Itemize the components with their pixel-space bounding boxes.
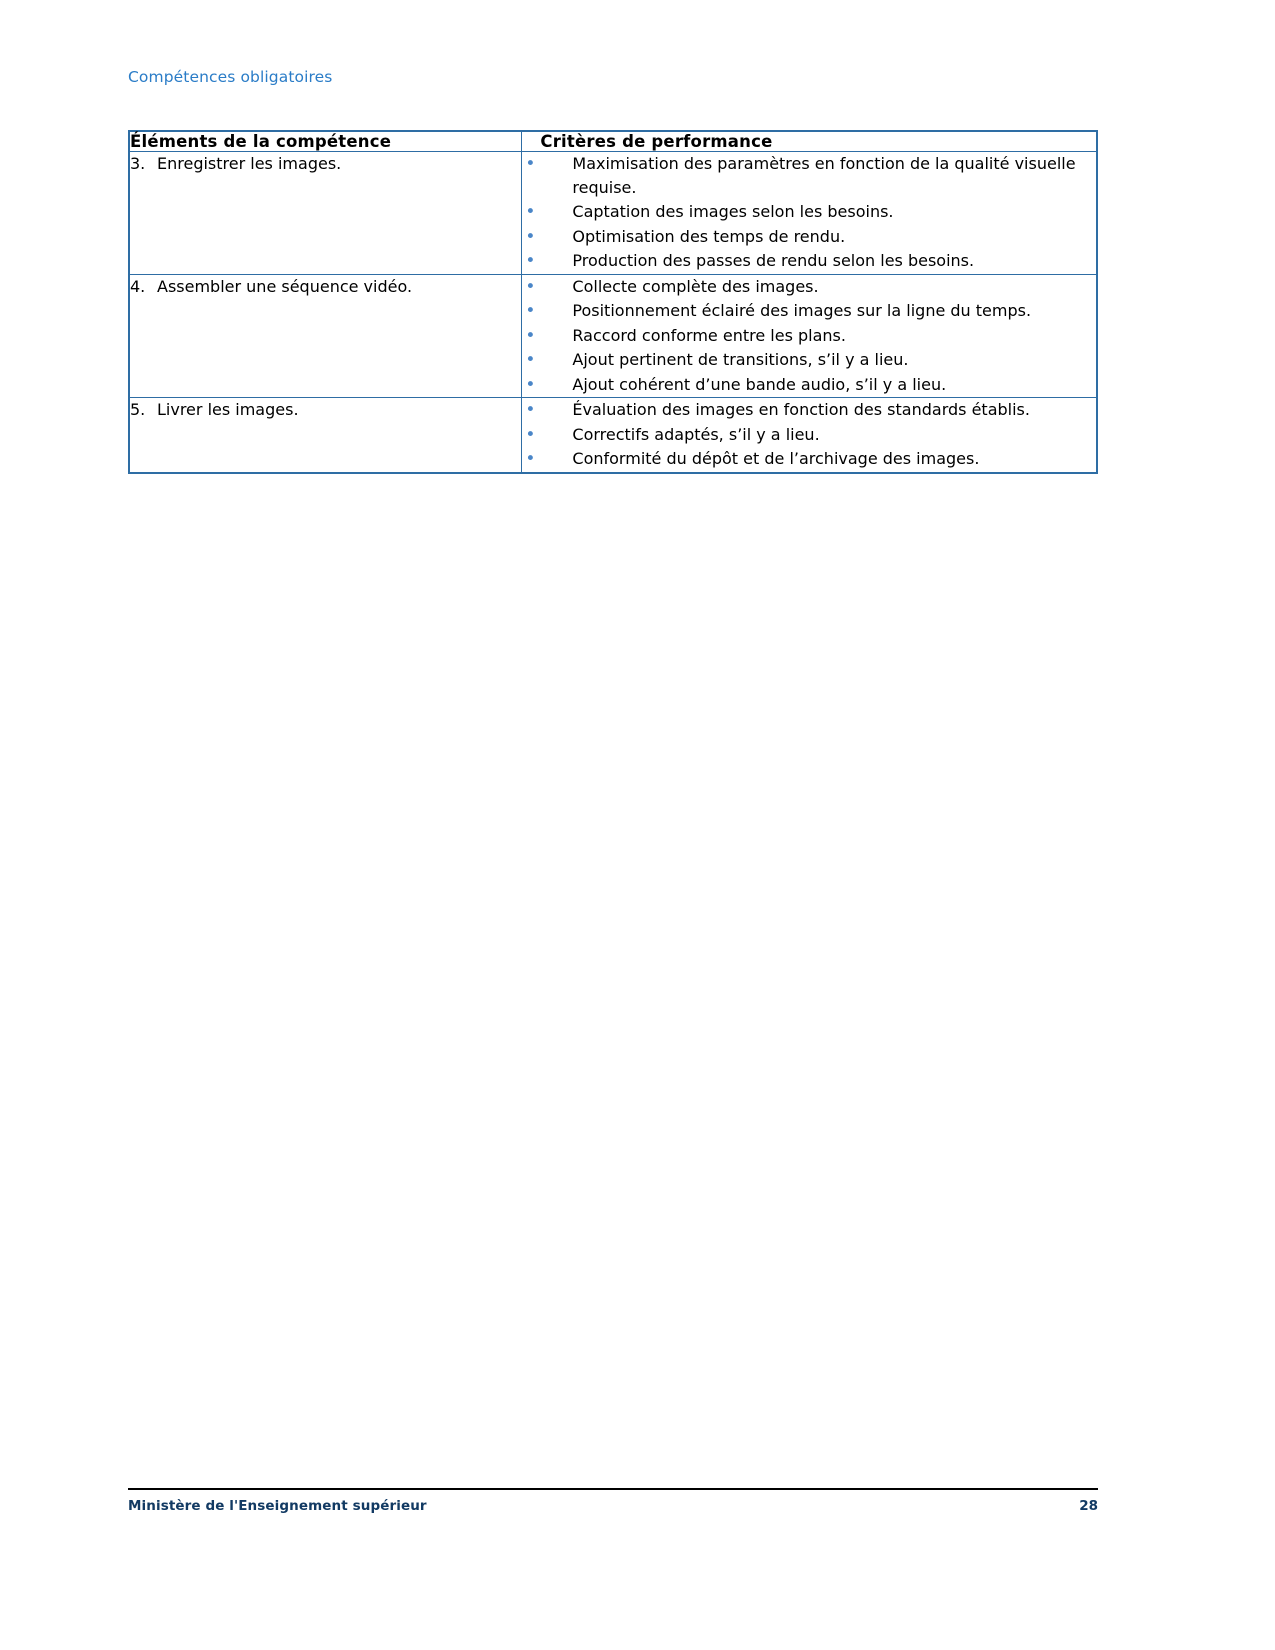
criterion-text: Maximisation des paramètres en fonction de la qualité visuelle requise. bbox=[572, 154, 1076, 197]
list-item bbox=[522, 423, 1096, 447]
footer-divider bbox=[128, 1488, 1098, 1490]
element-line bbox=[130, 275, 521, 298]
table-row bbox=[129, 398, 1097, 473]
criterion-text: Positionnement éclairé des images sur la ligne du temps. bbox=[572, 301, 1032, 321]
table-row bbox=[129, 274, 1097, 398]
footer-organization: Ministère de l'Enseignement supérieur bbox=[128, 1498, 427, 1514]
criteria-list bbox=[522, 152, 1096, 273]
list-item bbox=[522, 225, 1096, 249]
bullet-icon: • bbox=[525, 400, 536, 421]
criteria-list bbox=[522, 398, 1096, 471]
page-header-note: Compétences obligatoires bbox=[128, 68, 333, 86]
competency-table bbox=[128, 130, 1098, 474]
column-header-criteria: Critères de performance bbox=[522, 131, 1097, 152]
footer-page-number: 28 bbox=[1079, 1498, 1098, 1514]
criterion-text: Raccord conforme entre les plans. bbox=[572, 325, 846, 345]
bullet-icon: • bbox=[525, 154, 536, 174]
bullet-icon: • bbox=[525, 301, 536, 322]
bullet-icon: • bbox=[525, 374, 536, 395]
element-number: 5. bbox=[130, 400, 146, 420]
list-item bbox=[522, 398, 1096, 422]
element-cell bbox=[129, 152, 522, 275]
element-cell bbox=[129, 398, 522, 473]
element-number: 3. bbox=[130, 154, 146, 173]
element-text: Assembler une séquence vidéo. bbox=[157, 276, 413, 296]
element-line bbox=[130, 152, 521, 175]
criterion-text: Optimisation des temps de rendu. bbox=[572, 226, 846, 246]
list-item bbox=[522, 275, 1096, 299]
criteria-cell bbox=[522, 398, 1097, 473]
element-number: 4. bbox=[130, 276, 146, 296]
table-header bbox=[129, 131, 1097, 152]
criterion-text: Ajout pertinent de transitions, s’il y a lieu. bbox=[572, 350, 909, 370]
criterion-text: Captation des images selon les besoins. bbox=[572, 202, 894, 222]
criteria-cell bbox=[522, 274, 1097, 398]
table-row bbox=[129, 152, 1097, 275]
criterion-text: Conformité du dépôt et de l’archivage des images. bbox=[572, 449, 980, 469]
table-body bbox=[129, 152, 1097, 473]
bullet-icon: • bbox=[525, 251, 536, 272]
bullet-icon: • bbox=[525, 449, 536, 470]
bullet-icon: • bbox=[525, 276, 536, 297]
list-item bbox=[522, 447, 1096, 471]
criterion-text: Ajout cohérent d’une bande audio, s’il y a lieu. bbox=[572, 374, 947, 394]
criteria-list bbox=[522, 275, 1096, 397]
criterion-text: Collecte complète des images. bbox=[572, 276, 819, 296]
criterion-text: Production des passes de rendu selon les besoins. bbox=[572, 251, 975, 271]
column-header-elements: Éléments de la compétence bbox=[129, 131, 522, 152]
element-cell bbox=[129, 274, 522, 398]
list-item bbox=[522, 348, 1096, 372]
element-line bbox=[130, 398, 521, 421]
bullet-icon: • bbox=[525, 350, 536, 371]
criterion-text: Évaluation des images en fonction des standards établis. bbox=[572, 400, 1030, 420]
bullet-icon: • bbox=[525, 226, 536, 247]
element-text: Enregistrer les images. bbox=[157, 154, 342, 173]
table-header-row bbox=[129, 131, 1097, 152]
element-text: Livrer les images. bbox=[157, 400, 299, 420]
list-item bbox=[522, 249, 1096, 273]
list-item bbox=[522, 200, 1096, 224]
list-item bbox=[522, 373, 1096, 397]
bullet-icon: • bbox=[525, 325, 536, 346]
bullet-icon: • bbox=[525, 202, 536, 223]
list-item bbox=[522, 324, 1096, 348]
list-item bbox=[522, 152, 1096, 199]
bullet-icon: • bbox=[525, 424, 536, 445]
criteria-cell bbox=[522, 152, 1097, 275]
list-item bbox=[522, 299, 1096, 323]
criterion-text: Correctifs adaptés, s’il y a lieu. bbox=[572, 424, 820, 444]
